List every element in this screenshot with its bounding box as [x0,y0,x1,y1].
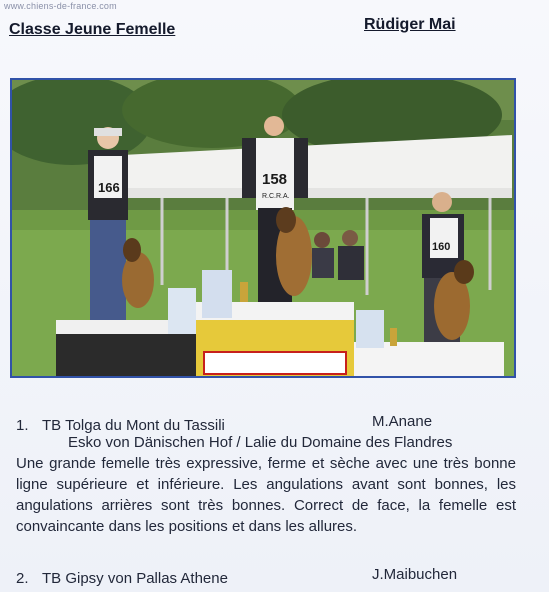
podium-photo-illustration [12,80,514,376]
entry-2-owner: J.Maibuchen [372,566,458,583]
watermark: www.chiens-de-france.com [4,1,117,11]
entry-2-name-line [42,570,228,587]
podium-photo [10,78,516,378]
entry-2-grade: TB [42,570,62,587]
entry-1-dog-name: Tolga du Mont du Tassili [65,417,225,434]
entry-2-number-value: 2. [16,570,29,587]
entry-1-owner: M.Anane [372,413,433,430]
bib-banner: R.C.R.A. [262,193,290,200]
class-title: Classe Jeune Femelle [9,21,176,38]
entry-1-number-value: 1. [16,417,29,434]
entry-1-number [16,417,29,434]
entry-1-parents: Esko von Dänischen Hof / Lalie du Domaine des Flandres [68,434,453,451]
bib-center: 158 [262,171,288,188]
bib-left: 166 [98,180,120,195]
bib-right: 160 [432,241,451,253]
entry-1-name-line [42,417,225,434]
judge-name: Rüdiger Mai [364,16,456,33]
entry-1-grade: TB [42,417,62,434]
entry-1-description: Une grande femelle très expressive, ferme et sèche avec une très bonne ligne supérieure et inférieure. Les angulations avant sont bonnes, les angulations arrières sont très bonnes. Correct de face, la femelle est convaincante dans les positions et dans les allures. [16,455,516,535]
entry-2-dog-name: Gipsy von Pallas Athene [65,570,228,587]
entry-2-number [16,570,29,587]
